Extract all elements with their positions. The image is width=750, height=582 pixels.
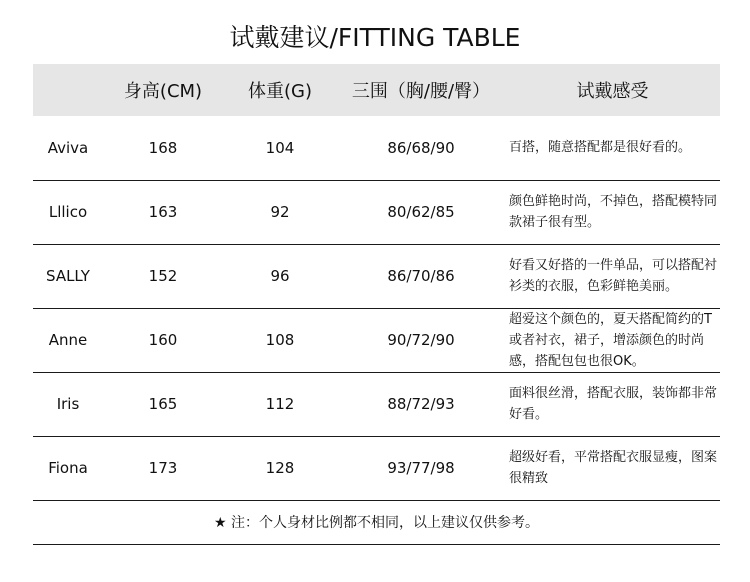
- model-name: Lllico: [48, 203, 88, 221]
- height-cell: 163: [148, 203, 178, 221]
- model-name: Anne: [48, 331, 88, 349]
- header-row: [33, 64, 720, 116]
- header-height: 身高(CM): [123, 81, 203, 102]
- note-row: [33, 500, 720, 544]
- weight-cell: 96: [270, 267, 290, 285]
- measurements-cell: 93/77/98: [387, 459, 455, 477]
- measurements-cell: 88/72/93: [387, 395, 455, 413]
- measurements-cell: 86/68/90: [387, 138, 455, 157]
- model-name: SALLY: [46, 267, 90, 285]
- weight-cell: 112: [265, 395, 295, 413]
- weight-cell: 104: [265, 138, 295, 157]
- header-measurements: 三围（胸/腰/臀）: [351, 81, 491, 102]
- weight-cell: 92: [270, 203, 290, 221]
- model-name: Aviva: [47, 138, 89, 157]
- table-row: [33, 116, 720, 180]
- model-name: Iris: [56, 395, 80, 413]
- fitting-table: [33, 64, 720, 545]
- table-row: [33, 436, 720, 500]
- measurements-cell: 80/62/85: [387, 203, 455, 221]
- feedback-cell: 百搭，随意搭配都是很好看的。: [509, 140, 692, 156]
- model-name: Fiona: [48, 459, 88, 477]
- header-name: [33, 64, 103, 116]
- height-cell: 168: [148, 138, 178, 157]
- height-cell: 165: [148, 395, 178, 413]
- weight-cell: 128: [265, 459, 295, 477]
- feedback-cell: 超级好看，平常搭配衣服显瘦，图案很精致: [509, 450, 718, 486]
- table-row: [33, 244, 720, 308]
- weight-cell: 108: [265, 331, 295, 349]
- feedback-cell: 超爱这个颜色的，夏天搭配简约的T或者衬衣，裙子，增添颜色的时尚感，搭配包包也很OK。: [509, 311, 712, 369]
- table-row: [33, 180, 720, 244]
- table-row: [33, 372, 720, 436]
- height-cell: 173: [148, 459, 178, 477]
- height-cell: 152: [148, 267, 178, 285]
- feedback-cell: 好看又好搭的一件单品，可以搭配衬衫类的衣服，色彩鲜艳美丽。: [509, 258, 718, 294]
- disclaimer-note: ★ 注：个人身材比例都不相同，以上建议仅供参考。: [214, 515, 539, 531]
- header-weight: 体重(G): [248, 81, 312, 102]
- table-row: [33, 308, 720, 372]
- measurements-cell: 90/72/90: [387, 331, 455, 349]
- feedback-cell: 面料很丝滑，搭配衣服，装饰都非常好看。: [509, 386, 718, 422]
- page-title: 试戴建议/FITTING TABLE: [229, 23, 521, 52]
- height-cell: 160: [148, 331, 178, 349]
- measurements-cell: 86/70/86: [387, 267, 455, 285]
- feedback-cell: 颜色鲜艳时尚，不掉色，搭配模特同款裙子很有型。: [509, 194, 718, 230]
- header-feedback: 试戴感受: [576, 81, 649, 102]
